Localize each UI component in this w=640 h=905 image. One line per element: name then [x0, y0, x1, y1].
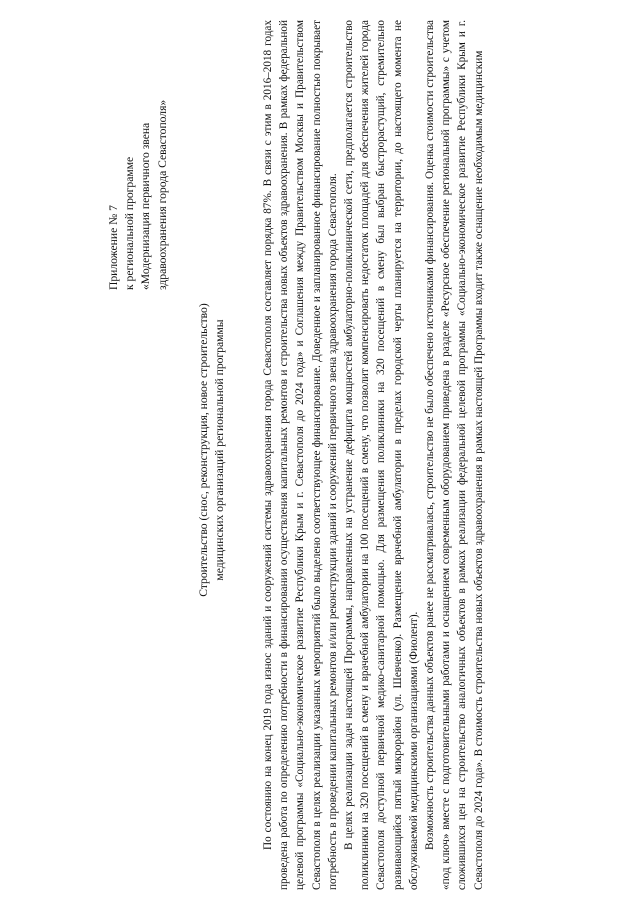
paragraph: По состоянию на конец 2019 года износ зданий и сооружений системы здравоохранения города Севастополя составляет порядка 87%. В связи с этим в 2016–2018 годах проведена работа по определению потребности в финансировании осуществления капитальных ремонтов и строительства новых объектов здравоохранения. В рамках федеральной целевой программы «Социально-экономическое развитие Республики Крым и г. Севастополя до 2024 года» и Соглашения между Правительством Москвы и Правительством Севастополя в целях реализации указанных мероприятий было выделено соответствующее финансирование. Доведенное и запланированное финансирование полностью покрывает потребность в проведении капитальных ремонтов и/или реконструкции зданий и сооружений первичного звена здравоохранения города Севастополя. — [262, 20, 339, 890]
appendix-block — [106, 30, 171, 290]
document-body — [260, 20, 487, 890]
section-title — [196, 70, 228, 830]
rotated-page-content — [10, 10, 630, 890]
appendix-program-name: «Модернизация первичного звена — [139, 122, 153, 290]
appendix-program-name-cont: здравоохранения города Севастополя» — [155, 99, 169, 290]
appendix-number: Приложение № 7 — [107, 205, 120, 290]
section-title-line: Строительство (снос, реконструкция, новое строительство) — [197, 303, 210, 597]
appendix-reference: к региональной программе — [123, 156, 137, 290]
paragraph: Возможность строительства данных объектов ранее не рассматривалась, строительство не было обеспечено источниками финансирования. Оценка стоимости строительства «под ключ» вместе с подготовительными работами и оснащением современным оборудованием приведена в разделе «Ресурсное обеспечение региональной программы» с учетом сложившихся цен на строительство аналогичных объектов в рамках реализации федеральной целевой программы «Социально-экономическое развитие Республики Крым и г. Севастополя до 2024 года». В стоимость строительства новых объектов здравоохранения в рамках настоящей Программы входит также оснащение необходимым медицинским — [424, 20, 485, 890]
paragraph: В целях реализации задач настоящей Программы, направленных на устранение дефицита мощностей амбулаторно-поликлинической сети, предполагается строительство поликлиники на 320 посещений в смену и врачебной амбулатории на 100 посещений в смену, что позволит компенсировать недостаток площадей для обеспечения жителей города Севастополя доступной первичной медико-санитарной помощью. Для размещения поликлиники на 320 посещений в смену был выбран быстрорастущий, стремительно развивающийся пятый микрорайон (ул. Шевченко). Размещение врачебной амбулатории в пределах городской черты планируется на территории, до настоящего момента не обслуживаемой медицинскими организациями (Фиолент). — [343, 20, 420, 890]
section-title-line: медицинских организаций региональной программы — [213, 319, 227, 581]
